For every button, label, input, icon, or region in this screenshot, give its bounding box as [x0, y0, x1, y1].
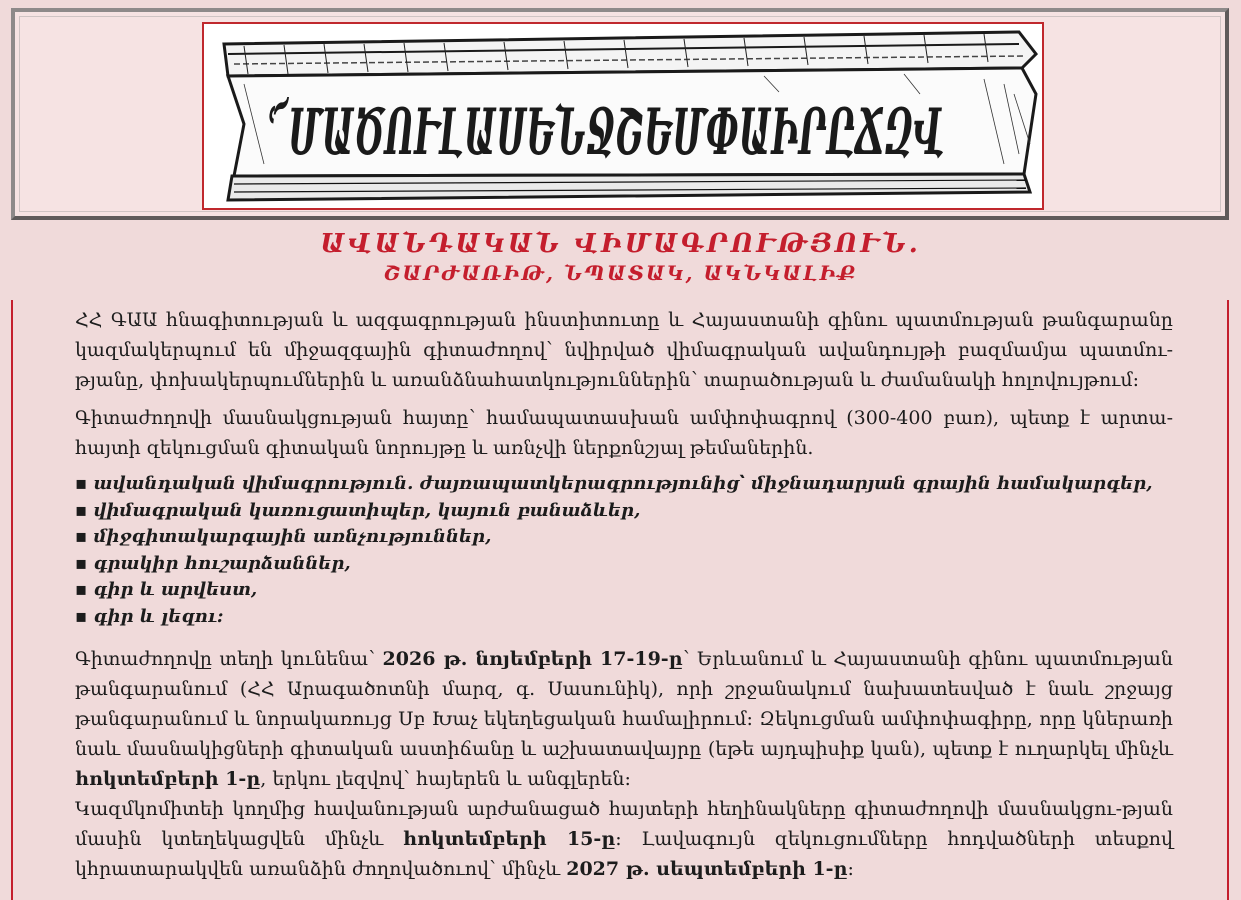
- inscription-stone-drawing: [204, 24, 1042, 208]
- venue-text: , երկու լեզվով՝ հայերեն և անգլերեն:: [260, 768, 631, 790]
- committee-text: Կազմկոմիտեի կողմից հավանության արժանացած հայտերի հեղինակները գիտաժողովի մասնակցու-թյան մասին կտեղեկացվեն մինչև: [75, 798, 1173, 850]
- topic-item: ▪ գիր և արվեստ,: [75, 577, 1173, 604]
- page-title-block: [0, 228, 1241, 286]
- participation-paragraph: Գիտաժողովի մասնակցության հայտը՝ համապատասխան ամփոփագրով (300-400 բառ), պետք է արտա-հայտի զեկուցման գիտական նորույթը և առնչվի ներքոնշյալ թեմաներին.: [75, 407, 1173, 459]
- topics-list: [75, 471, 1173, 630]
- intro-paragraph: ՀՀ ԳԱԱ հնագիտության և ազգագրության ինստիտուտը և Հայաստանի գինու պատմության թանգարանը կազմակերպում են միջազգային գիտաժողով՝ նվիրված վիմագրական ավանդույթի բազմամյա պատմու-թյանը, փոխակերպումներին և առանձնահատկություններին՝ տարածության և ժամանակի հոլովույթում:: [75, 309, 1173, 391]
- inscription-text: ՙ՜ՄԱԾՈՒԼԱՍԵՆՋՇԵՄՓԱԻՐԸՃԶՎ: [264, 95, 945, 170]
- committee-text: :: [847, 858, 854, 880]
- right-border-rule: [1227, 300, 1229, 900]
- inscription-stone-image: [202, 22, 1044, 210]
- topic-item: ▪ վիմագրական կառուցատիպեր, կայուն բանաձևեր,: [75, 498, 1173, 525]
- topic-item: ▪ միջգիտակարգային առնչություններ,: [75, 524, 1173, 551]
- conference-dates: 2026 թ. նոյեմբերի 17-19-ը: [382, 648, 683, 670]
- announcement-body: [75, 305, 1173, 892]
- topic-item: ▪ գիր և լեզու:: [75, 604, 1173, 631]
- topic-item: ▪ ավանդական վիմագրություն. ժայռապատկերագրությունից՝ միջնադարյան գրային համակարգեր,: [75, 471, 1173, 498]
- page-title: ԱՎԱՆԴԱԿԱՆ ՎԻՄԱԳՐՈՒԹՅՈՒՆ.: [320, 229, 921, 259]
- venue-text: ՝ Երևանում և Հայաստանի գինու պատմության թանգարանում (ՀՀ Արագածոտնի մարզ, գ. Սասունիկ), որի շրջանակում նախատեսված է նաև շրջայց թանգարանում և նորակառույց Սբ Խաչ եկեղեցական համալիրում: Զեկուցման ամփոփագիրը, որը կներառի նաև մասնակիցների գիտական աստիճանը և աշխատավայրը (եթե այդպիսիք կան), պետք է ուղարկել մինչև: [75, 648, 1173, 760]
- page-subtitle: ՇԱՐԺԱՌԻԹ, ՆՊԱՏԱԿ, ԱԿՆԿԱԼԻՔ: [383, 261, 858, 285]
- committee-text: : Լավագույն զեկուցումները հոդվածների տեսքով կհրատարակվեն առանձին ժողովածուով՝ մինչև: [75, 828, 1173, 880]
- venue-paragraph: [75, 644, 1173, 794]
- venue-text: Գիտաժողովը տեղի կունենա՝: [75, 648, 383, 670]
- committee-paragraph: [75, 794, 1173, 884]
- publication-date: 2027 թ. սեպտեմբերի 1-ը: [566, 858, 848, 880]
- left-border-rule: [11, 300, 13, 900]
- topic-item: ▪ գրակիր հուշարձաններ,: [75, 551, 1173, 578]
- notification-date: հոկտեմբերի 15-ը: [403, 828, 616, 850]
- abstract-deadline: հոկտեմբերի 1-ը: [75, 768, 261, 790]
